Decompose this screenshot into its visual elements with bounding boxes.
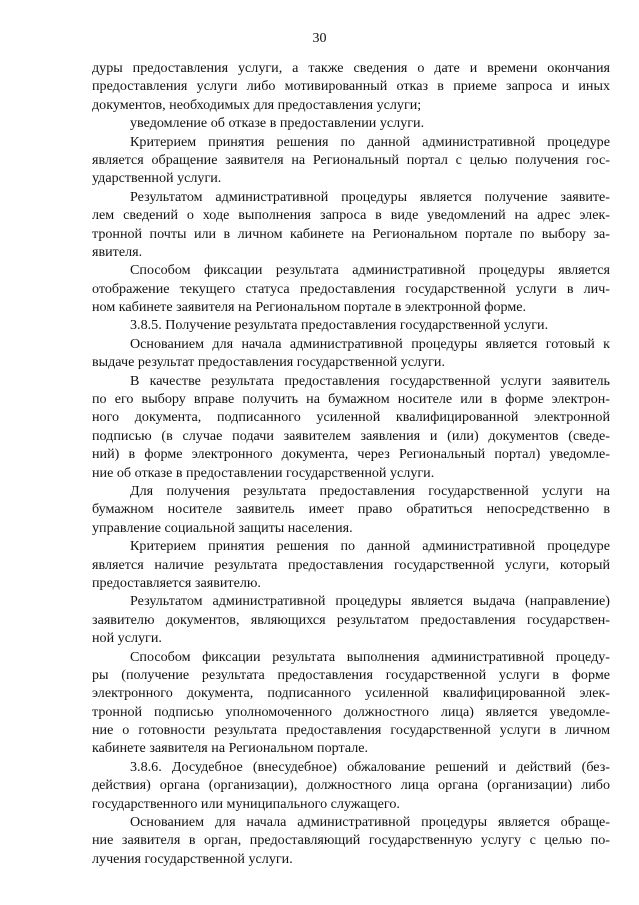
text-line: ном кабинете заявителя на Региональном портале в электронной форме. <box>92 299 527 316</box>
text-line: ры (получение результата предоставления государственной услуги в форме <box>92 666 610 683</box>
text-line: действия) органа (организации), должностного лица органа (организации) либо <box>92 777 610 794</box>
text-line: выдаче результат предоставления государственной услуги. <box>92 354 445 371</box>
text-line: ние об отказе в предоставлении государственной услуги. <box>92 464 435 481</box>
text-line: ной услуги. <box>92 630 162 647</box>
text-line: Основанием для начала административной процедуры является готовый к <box>130 335 610 352</box>
text-line: 3.8.5. Получение результата предоставления государственной услуги. <box>130 317 549 334</box>
text-line: 3.8.6. Досудебное (внесудебное) обжалование решений и действий (без- <box>130 758 610 775</box>
text-line: кабинете заявителя на Региональном портале. <box>92 740 369 757</box>
text-line: документов, необходимых для предоставления услуги; <box>92 96 422 113</box>
text-line: управление социальной защиты населения. <box>92 519 353 536</box>
text-line: заявителю документов, являющихся результатом предоставления государствен- <box>92 611 610 628</box>
text-line: ний) в форме электронного документа, через Региональный портал) уведомле- <box>92 446 610 463</box>
text-line: ударственной услуги. <box>92 170 222 187</box>
text-line: Способом фиксации результата административной процедуры является <box>130 262 610 279</box>
text-line: Критерием принятия решения по данной административной процедуре <box>130 133 610 150</box>
text-line: Результатом административной процедуры является получение заявите- <box>130 188 610 205</box>
text-line: дуры предоставления услуги, а также сведения о дате и времени окончания <box>92 60 610 76</box>
text-line: является наличие результата предоставления государственной услуги, который <box>92 556 610 573</box>
text-line: ние о готовности результата предоставления государственной услуги в личном <box>92 722 610 739</box>
text-line: уведомление об отказе в предоставлении услуги. <box>130 115 425 132</box>
text-line: лем сведений о ходе выполнения запроса в виде уведомлений на адрес элек- <box>92 207 610 224</box>
text-line: предоставления услуги либо мотивированный отказ в приеме запроса и иных <box>92 78 610 95</box>
text-line: Критерием принятия решения по данной административной процедуре <box>130 538 610 555</box>
text-line: тронной подписью уполномоченного должностного лица) является уведомле- <box>92 703 610 720</box>
text-line: бумажном носителе заявитель имеет право обратиться непосредственно в <box>92 501 610 518</box>
text-line: ного документа, подписанного усиленной квалифицированной электронной <box>92 409 610 426</box>
text-line: является обращение заявителя на Региональный портал с целью получения гос- <box>92 151 610 168</box>
text-line: государственного или муниципального служащего. <box>92 795 400 812</box>
text-line: по его выбору вправе получить на бумажном носителе или в форме электрон- <box>92 391 610 408</box>
text-line: тронной почты или в личном кабинете на Региональном портале по выбору за- <box>92 225 610 242</box>
text-line: предоставляется заявителю. <box>92 574 261 591</box>
body-text <box>92 59 610 868</box>
text-line: Результатом административной процедуры является выдача (направление) <box>130 593 610 610</box>
text-line: отображение текущего статуса предоставления государственной услуги в лич- <box>92 280 610 297</box>
text-line: Основанием для начала административной процедуры является обраще- <box>130 814 610 831</box>
page-number: 30 <box>312 31 327 46</box>
text-line: лучения государственной услуги. <box>92 850 293 867</box>
text-line: ние заявителя в орган, предоставляющий государственную услугу с целью по- <box>92 832 610 849</box>
text-line: Для получения результата предоставления государственной услуги на <box>130 482 610 499</box>
text-line: подписью (в случае подачи заявителем заявления и (или) документов (сведе- <box>92 427 610 444</box>
text-line: Способом фиксации результата выполнения административной процеду- <box>130 648 610 665</box>
text-line: В качестве результата предоставления государственной услуги заявитель <box>130 372 610 389</box>
text-line: электронного документа, подписанного усиленной квалифицированной элек- <box>92 685 610 702</box>
text-line: явителя. <box>92 243 143 260</box>
